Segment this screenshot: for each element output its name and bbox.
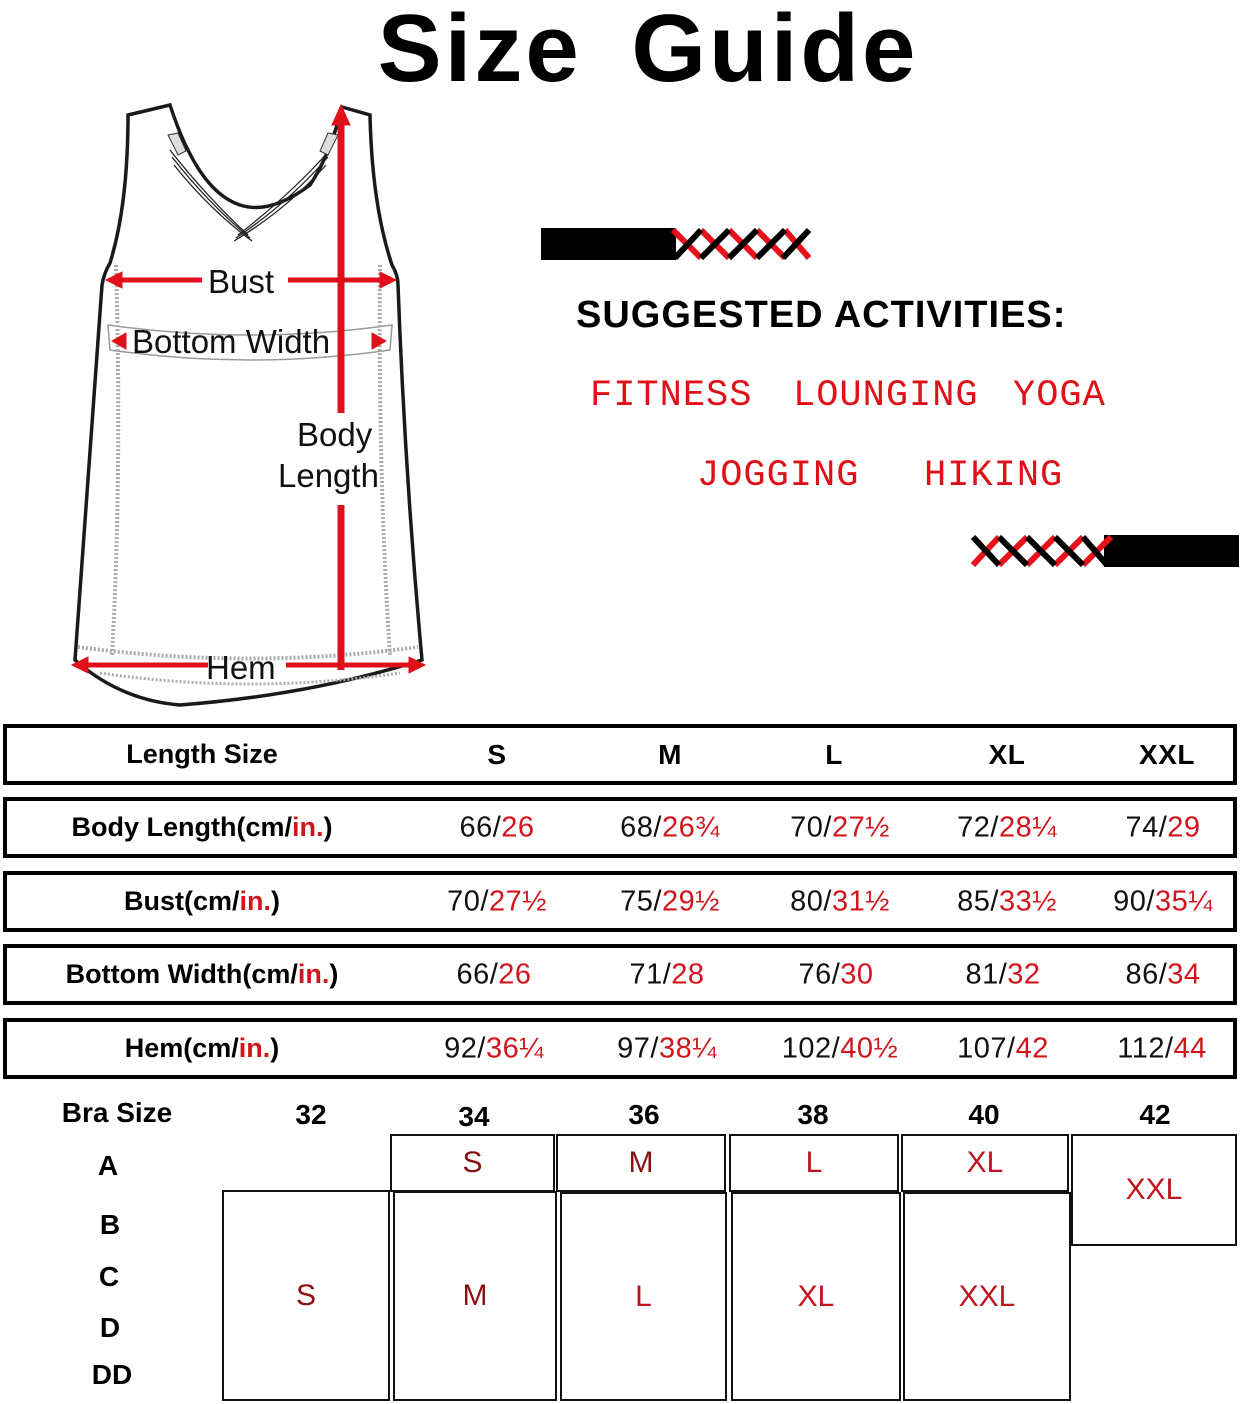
table-cell: 102/40½ <box>781 1032 899 1064</box>
table-cell: 92/36¼ <box>444 1032 544 1064</box>
body-length-label-1: Body <box>297 416 373 453</box>
band-42-box: XXL <box>1071 1134 1237 1246</box>
table-cell: 86/34 <box>1125 958 1201 990</box>
band-42: 42 <box>1139 1099 1171 1130</box>
activity-jogging: JOGGING <box>697 455 860 497</box>
table-row-bottom-width <box>3 944 1237 1005</box>
hem-label: Hem <box>206 649 276 686</box>
tank-top-illustration <box>60 95 450 715</box>
cup-d: D <box>99 1312 121 1343</box>
cup-a-38-box: L <box>729 1134 899 1192</box>
cup-a-34-box: S <box>390 1134 555 1192</box>
bust-label: Bust <box>208 263 275 300</box>
table-cell: 90/35¼ <box>1113 885 1213 917</box>
table-cell: 81/32 <box>965 958 1041 990</box>
cup-c: C <box>98 1261 120 1292</box>
cup-b-dd-36-box: L <box>560 1192 727 1401</box>
table-cell: 71/28 <box>629 958 705 990</box>
bra-size-heading: Bra Size <box>61 1097 173 1128</box>
table-cell: 97/38¼ <box>617 1032 717 1064</box>
band-36: 36 <box>628 1099 660 1130</box>
table-cell: 76/30 <box>798 958 874 990</box>
table-cell: 74/29 <box>1125 811 1201 843</box>
decorative-bar-top <box>541 228 811 260</box>
size-header-xxl: XXL <box>1139 738 1195 770</box>
table-cell: 75/29½ <box>620 885 720 917</box>
table-row-hem <box>3 1018 1237 1079</box>
size-header-m: M <box>658 738 682 770</box>
row-label: Bottom Width(cm/in.) <box>65 959 339 989</box>
body-length-label-2: Length <box>278 457 379 494</box>
page-title: Size Guide <box>377 0 919 102</box>
band-38: 38 <box>797 1099 829 1130</box>
size-header-l: L <box>825 738 843 770</box>
band-32: 32 <box>295 1099 327 1130</box>
tank-top-diagram <box>60 95 450 715</box>
row-label: Hem(cm/in.) <box>124 1033 280 1063</box>
size-header-xl: XL <box>988 738 1026 770</box>
bottom-width-label: Bottom Width <box>132 323 331 360</box>
table-row-bust <box>3 871 1237 932</box>
size-header-s: S <box>487 738 507 770</box>
length-size-header: Length Size <box>126 739 278 769</box>
table-cell: 68/26¾ <box>620 811 720 843</box>
row-label: Bust(cm/in.) <box>123 886 281 916</box>
table-cell: 70/27½ <box>447 885 547 917</box>
activity-lounging: LOUNGING <box>793 375 979 417</box>
cup-b-dd-38-box: XL <box>731 1192 901 1401</box>
table-row-body-length <box>3 797 1237 858</box>
band-40: 40 <box>968 1099 1000 1130</box>
activities-heading: SUGGESTED ACTIVITIES: <box>576 294 1067 336</box>
band-34: 34 <box>458 1101 490 1132</box>
cup-a: A <box>97 1150 119 1181</box>
table-cell: 66/26 <box>456 958 532 990</box>
cup-a-36-box: M <box>556 1134 726 1192</box>
cup-b-dd-34-box: M <box>393 1191 557 1401</box>
cup-b-dd-40-box: XXL <box>903 1192 1071 1401</box>
table-cell: 107/42 <box>957 1032 1049 1064</box>
size-table-header <box>3 724 1237 785</box>
cup-dd: DD <box>91 1359 133 1390</box>
decorative-bar-bottom <box>969 535 1239 567</box>
activity-fitness: FITNESS <box>590 375 753 417</box>
row-label: Body Length(cm/in.) <box>71 812 333 842</box>
table-cell: 72/28¼ <box>957 811 1057 843</box>
table-cell: 70/27½ <box>790 811 890 843</box>
cup-b-dd-32-box: S <box>222 1190 390 1401</box>
activity-yoga: YOGA <box>1013 375 1106 417</box>
table-cell: 66/26 <box>459 811 535 843</box>
table-cell: 80/31½ <box>790 885 890 917</box>
cup-b: B <box>99 1209 121 1240</box>
table-cell: 85/33½ <box>957 885 1057 917</box>
cup-a-40-box: XL <box>901 1134 1069 1192</box>
table-cell: 112/44 <box>1117 1032 1207 1064</box>
activity-hiking: HIKING <box>924 455 1064 497</box>
